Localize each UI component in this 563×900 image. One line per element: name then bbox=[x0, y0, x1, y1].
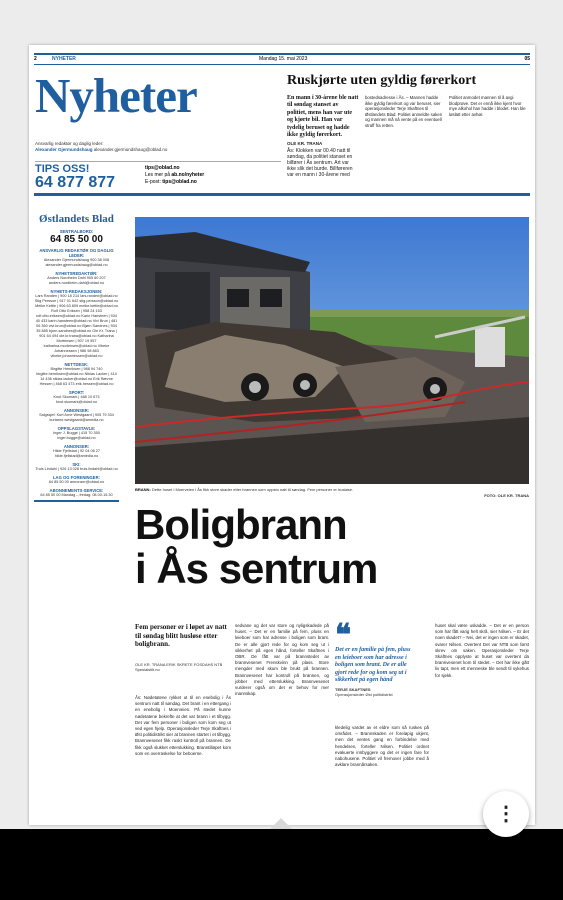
tips-contact bbox=[145, 165, 204, 186]
sidebar-heading: ANNONSER: bbox=[63, 444, 90, 449]
right-story-lead: En mann i 30-årene ble natt til søndag stanset av politiet, mens han var ute og kjørte bil. Han var tydelig beruset og hadde ikke gyldig førerkort. bbox=[287, 95, 359, 139]
sidebar-text: Lars Randen | 900 18 214 lars.randen@oblad.no Stig Persson | 917 01 642 stig.persson@oblad.no Meike Kettle | 906 63 809 meike.kettle@oblad.no Rolf Otto Eriksen | 958 24 153 rolf.otto.eriksen@oblad.no Karin Hansteen | 934 40 433 karin.hansteen@oblad.no Vivi Brun | 481 06 360 vivi.brun@oblad.no Bjørn Sandnes | 934 35 885 bjorn.sandnes@oblad.no Ole Kr. Trana | 901 64 494 ole.kr.trana@oblad.no Katharina Mortensen | 907 19 957 katharina.mortensen@oblad.no Vibeke Johannessen | 986 98 863 vibeke.johannessen@oblad.no bbox=[34, 294, 119, 358]
sidebar-text: Salgssjef: Kurt Arne Westgaard | 905 79 334 kurtarne.westgaard@amedia.no bbox=[39, 413, 114, 422]
switchboard-label: SENTRALBORD: bbox=[59, 229, 94, 234]
main-byline: OLE KR. TRANA ERIK SKRETE FOSDAHS NTB Spesialstilt.no bbox=[135, 662, 223, 672]
sidebar-section-1 bbox=[34, 271, 119, 286]
sidebar-heading: ANSVARLIG REDAKTØR OG DAGLIG LEDER: bbox=[39, 248, 114, 258]
sidebar-section-5 bbox=[34, 408, 119, 423]
paper-brand: Østlandets Blad bbox=[39, 213, 114, 225]
main-headline-line-2: i Ås sentrum bbox=[135, 545, 378, 592]
sidebar-heading: NYHETS-REDAKSJONEN: bbox=[50, 289, 103, 294]
tips-web-label: Les mer på bbox=[145, 172, 171, 178]
caption-text: Dette huset i Moerveien i Ås fikk store skader etter brannen som oppsto natt til søndag. Fem personer er husløse. bbox=[151, 487, 354, 492]
sidebar-text: 64 85 50 00 annonser@oblad.no bbox=[48, 480, 105, 484]
tips-phone: 64 877 877 bbox=[35, 174, 116, 191]
sidebar-heading: OPPSLAGSTAVLE: bbox=[57, 426, 96, 431]
right-story-headline: Ruskjørte uten gyldig førerkort bbox=[287, 73, 477, 88]
sidebar-section-3 bbox=[34, 362, 119, 387]
more-vert-icon: ⋮ bbox=[496, 803, 516, 825]
main-headline-line-1: Boligbrann bbox=[135, 501, 347, 548]
main-headline bbox=[135, 503, 377, 591]
sidebar-section-0 bbox=[34, 248, 119, 268]
quote-name: TERJE SKAFTNES bbox=[335, 686, 371, 692]
sidebar-section-10 bbox=[34, 488, 119, 502]
fire-photo bbox=[135, 217, 529, 484]
sidebar-heading: SKI: bbox=[72, 462, 81, 467]
sidebar-heading: ANNONSER: bbox=[63, 408, 90, 413]
right-story-text-1: Ås: Klokken var 00.40 natt til søndag, da politiet stanset en bilfører i Ås sentrum. Art var ikke slik det burde. Billføreren var en mann i 30-årene med bbox=[287, 147, 353, 179]
newspaper-page bbox=[29, 45, 535, 825]
sidebar-heading: ABONNEMENTS-SERVICE: bbox=[49, 488, 104, 493]
right-story-col-1 bbox=[287, 95, 359, 179]
sidebar-section-6 bbox=[34, 426, 119, 441]
sidebar-heading: SPORT: bbox=[68, 390, 85, 395]
caption-label: BRANN: bbox=[135, 487, 151, 492]
sidebar-section-8 bbox=[34, 462, 119, 472]
page-handle[interactable] bbox=[270, 818, 292, 829]
sidebar-text: Birgitte Henriksen | 988 94 740 birgitte.henriksen@oblad.no Niklas Lacker | 414 14 436 niklas.lacker@oblad.no Erik Rævne Hessen | 468 63 473 erik.hessen@oblad.no bbox=[36, 367, 117, 386]
right-story-byline: OLE KR. TRANA bbox=[287, 141, 323, 147]
sidebar-heading: NYHETSREDAKTØR: bbox=[55, 271, 98, 276]
sidebar-text: Alexander Gjermundshaug 900 38 008 alexander.gjermundshaug@oblad.no bbox=[43, 258, 110, 267]
sidebar-heading: NETTDESK: bbox=[64, 362, 89, 367]
tips-mail: tips@oblad.no bbox=[162, 179, 197, 185]
issue-date: Mandag 15. mai 2023 bbox=[259, 56, 308, 62]
quote-role: Operasjonsleder Øst politidistrikt bbox=[335, 691, 393, 697]
main-body-col-4: huset skal være uskadde. – Det er en person som har fått varig helt skrå, sier Nilsen. – Er det noen skadet? – Nei, det er ingen som er skadet, svarer Nilsen. Overtent Det var NTB som først skrev om saken. Operasjonsleder Terje Skaftnes opplyste at huset var overtent da brannvesenet kom til stedet. – Det har ikke gått liv tapt, men ett menneske ble sendt til sykehus for sjekk. bbox=[435, 623, 529, 678]
section-masthead: Nyheter bbox=[35, 68, 197, 123]
sidebar-text: Truls Lindahl | 926 13 028 truls.lindahl@oblad.no bbox=[35, 467, 118, 471]
switchboard-number: 64 85 50 00 bbox=[50, 234, 103, 245]
fire-photo-illustration bbox=[135, 217, 529, 484]
sidebar-text: 64 85 50 00 Mandag – fredag: 08.00-15.30 bbox=[40, 493, 113, 497]
masthead-credits bbox=[35, 141, 285, 153]
masthead-editor: Alexander Gjermundshaug bbox=[35, 147, 93, 152]
masthead-email: alexander.gjermundshaug@oblad.no bbox=[93, 147, 168, 152]
right-story-text-3: Politiet anmodet mannen til å avgi blodprøve. Det er ennå ikke kjent hvor mye alkohol han hadde i blodet. Han ble løslatt etter avhør. bbox=[449, 95, 526, 117]
photo-credit: FOTO: OLE KR. TRANA bbox=[484, 493, 529, 498]
tips-web: ab.no/nyheter bbox=[171, 172, 205, 178]
tips-box bbox=[35, 161, 281, 192]
pull-quote bbox=[335, 619, 415, 697]
main-body-col-1: Ås: Nødetatene rykket ut til en enebolig i Ås sentrum natt til søndag. Det brant i en ettergang i en enebolig i Moerveien. På stedet kunne nødetatene bekrefte at det var brann i et tilbygg. Det var fem personer i boligen som kom seg ut ved egen hjelp. Operasjonsleder Terje Skaftnes i Øst politidistrikt sier at brannen startet i et tilbygg. Brannvesenet fikk raskt kontroll på brannen. De fikk også slukket etterslukking. Branntilløpet kom som en overraskelse for beboerne. bbox=[135, 695, 231, 756]
tips-mail-label: E-post: bbox=[145, 179, 161, 185]
tips-label: TIPS OSS! bbox=[35, 163, 90, 175]
sidebar-text: Anders Nordheim Dahl 905 60 207 anders.nordheim.dahl@oblad.no bbox=[47, 276, 106, 285]
sidebar-text: Hilde Fjellstad | 92 04 06 27 hilde.fjellstad@amedia.no bbox=[53, 449, 100, 458]
main-body-col-3: kledelig vardet av et eldre som så ruskes på området. – Brannskaden er foreløpig ukjent, men det ventes gang en forbindelse med hendelsen, forteller Nilsen. Politiet ordnet evakuerte innbyggere og det er ingen fare for nabohusene. Politiet vil fremover jobbe med å avklare brannårsaken. bbox=[335, 725, 429, 768]
section-label: NYHETER bbox=[52, 56, 76, 62]
more-options-button[interactable] bbox=[483, 791, 529, 837]
quote-mark-icon: ❝ bbox=[335, 619, 352, 652]
sidebar-section-2 bbox=[34, 289, 119, 359]
masthead-resp: Ansvarlig redaktør og daglig leder: bbox=[35, 141, 104, 146]
contact-sidebar bbox=[34, 213, 119, 805]
sidebar-section-7 bbox=[34, 444, 119, 459]
section-divider bbox=[34, 193, 530, 196]
navigation-bar-area bbox=[0, 829, 563, 900]
page-header-band bbox=[34, 53, 530, 65]
page-number-left: 2 bbox=[34, 56, 37, 62]
right-story-text-2: bostedsadresse i Ås. – Mannen hadde ikke gyldig førerkort og var beruset, sier operasjonsleder Terje Skaftnes til Østlandets Blad. Politiet anmeldte saken og mannen må nå vente på en eventuell straff fra retten. bbox=[365, 95, 443, 128]
sidebar-heading: LAG OG FORENINGER: bbox=[53, 475, 100, 480]
main-lead: Fem personer er i løpet av natt til søndag blitt husløse etter boligbrann. bbox=[135, 623, 227, 648]
quote-text: Det er en familie på fem, pluss en leieboer som har adresse i boligen som brant. De er alle gjort rede for og kom seg ut i sikkerhet på egen hånd bbox=[335, 647, 411, 683]
sidebar-text: Inger J. Bugge | 415 70 350 inger.bugge@oblad.no bbox=[53, 431, 100, 440]
sidebar-section-9 bbox=[34, 475, 119, 485]
sidebar-section-4 bbox=[34, 390, 119, 405]
photo-caption bbox=[135, 487, 529, 498]
sidebar-text: Knut Skomark | 468 10 673 knut.skomark@oblad.no bbox=[53, 395, 100, 404]
tips-email: tips@oblad.no bbox=[145, 165, 180, 171]
main-body-col-2: sedvane og det var store og nyligskadede på huset. – Det er en familie på fem, pluss en leieboer som har adresse i boligen som brant. De er alle gjort rede for og kom seg ut i sikkerhet på egen hånd, forteller Skaftnes i OBR. De fått var på brannstedet av brannvesenet Frenskvinn på plass. Store mengder med skum ble brukt på brannen. Brannvesenet har kontroll på brannen, og jobber med etterslukking. Brannvesenet vurderer også om det er behov for mer mannskap. bbox=[235, 623, 329, 697]
page-number-right: 05 bbox=[524, 56, 530, 62]
